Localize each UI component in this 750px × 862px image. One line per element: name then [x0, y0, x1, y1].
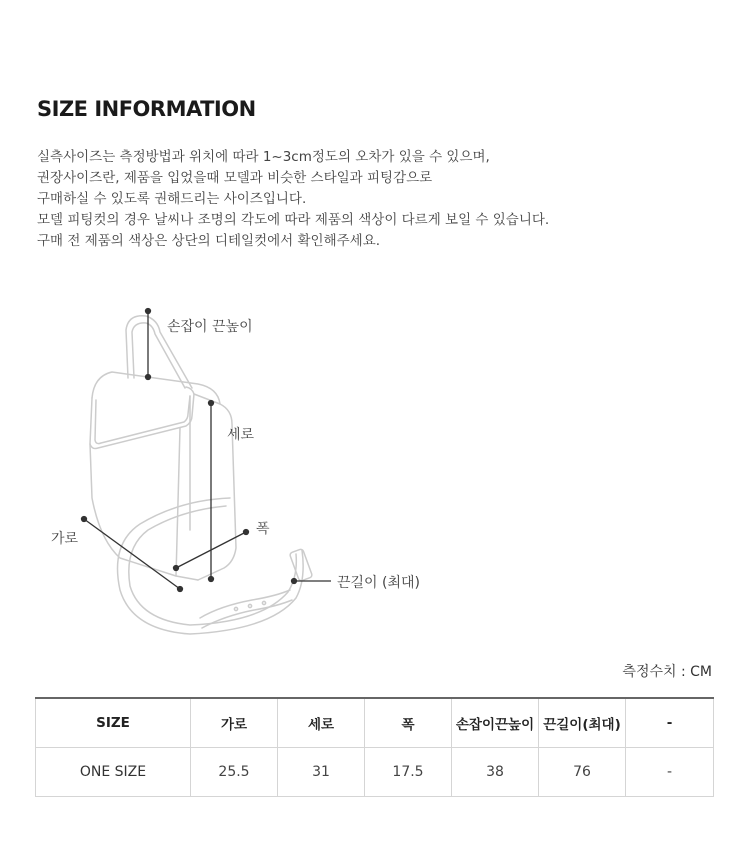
table-cell: 76: [539, 748, 626, 797]
measurement-unit: 측정수치 : CM: [622, 664, 712, 680]
note-line: 모델 피팅컷의 경우 날씨나 조명의 각도에 따라 제품의 색상이 다르게 보일 수 있습니다.: [37, 212, 550, 228]
bag-illustration: [40, 300, 440, 645]
table-cell: 38: [452, 748, 539, 797]
bag-outline: [90, 316, 313, 634]
column-header: 손잡이끈높이: [452, 698, 539, 748]
size-notes: [37, 147, 717, 252]
note-line: 권장사이즈란, 제품을 입었을때 모델과 비슷한 스타일과 피팅감으로: [37, 170, 433, 186]
column-header: 가로: [191, 698, 278, 748]
column-header: 세로: [278, 698, 365, 748]
width-label: 가로: [51, 531, 79, 547]
bag-measurement-diagram: [40, 300, 440, 645]
table-cell: ONE SIZE: [36, 748, 191, 797]
table-header-row: [36, 698, 714, 748]
column-header: 끈길이(최대): [539, 698, 626, 748]
note-line: 구매하실 수 있도록 권해드리는 사이즈입니다.: [37, 191, 307, 207]
height-label: 세로: [227, 427, 255, 443]
handle-height-label: 손잡이 끈높이: [167, 319, 253, 335]
strap-length-label: 끈길이 (최대): [337, 575, 420, 591]
page-title: SIZE INFORMATION: [37, 97, 256, 121]
column-header: -: [626, 698, 714, 748]
table-row: [36, 748, 714, 797]
table-cell: 25.5: [191, 748, 278, 797]
note-line: 실측사이즈는 측정방법과 위치에 따라 1~3cm정도의 오차가 있을 수 있으며,: [37, 149, 490, 165]
column-header: 폭: [365, 698, 452, 748]
measurement-lines: [82, 309, 332, 592]
note-line: 구매 전 제품의 색상은 상단의 디테일컷에서 확인해주세요.: [37, 233, 381, 249]
table-cell: 31: [278, 748, 365, 797]
table-cell: -: [626, 748, 714, 797]
table-cell: 17.5: [365, 748, 452, 797]
depth-label: 폭: [256, 521, 270, 537]
size-table: [35, 697, 714, 797]
column-header: SIZE: [36, 698, 191, 748]
